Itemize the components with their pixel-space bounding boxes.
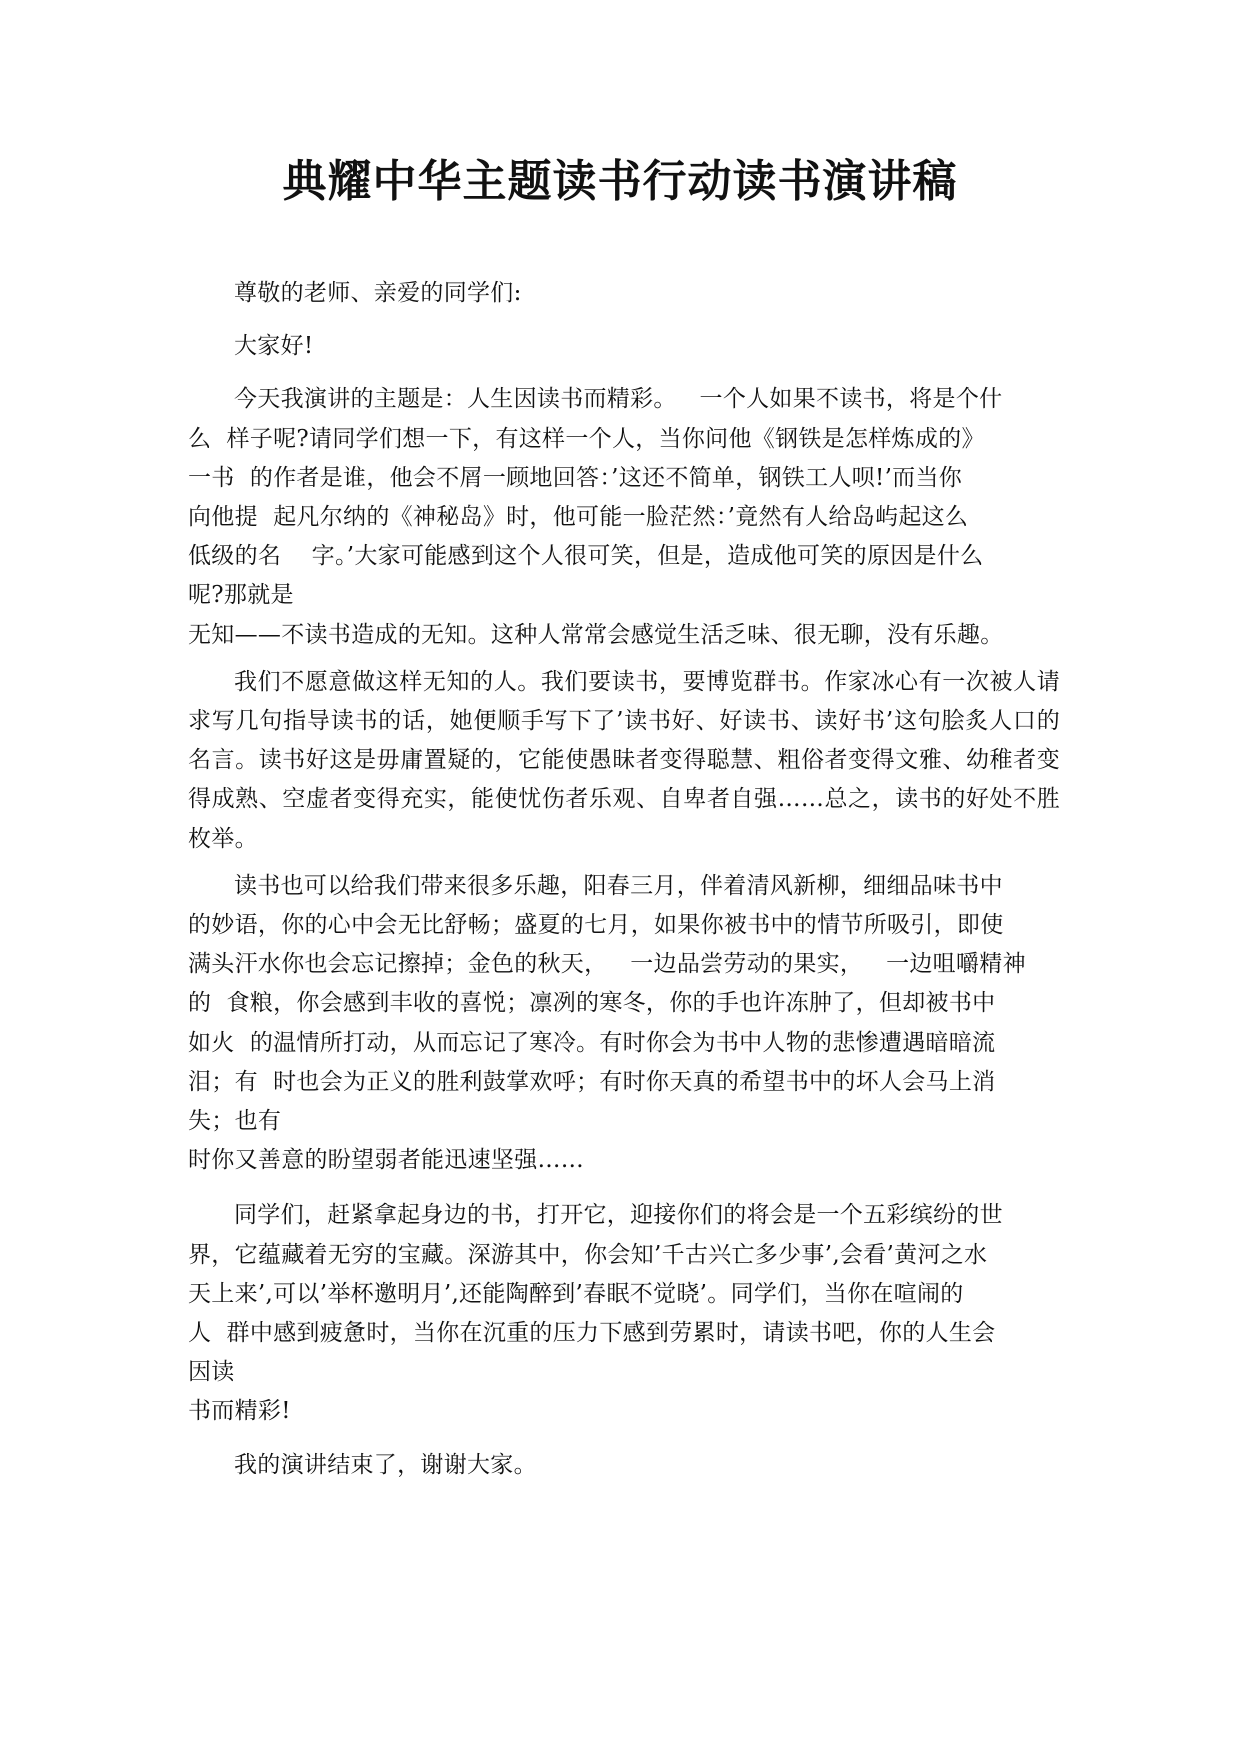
paragraph-3-line: 满头汗水你也会忘记擦掉；金色的秋天， 一边品尝劳动的果实， 一边咀嚼精神	[188, 951, 1026, 978]
paragraph-4	[188, 1196, 1060, 1431]
paragraph-3-line: 的妙语，你的心中会无比舒畅；盛夏的七月，如果你被书中的情节所吸引，即使	[188, 912, 1004, 939]
document-title: 典耀中华主题读书行动读书演讲稿	[282, 156, 958, 207]
paragraph-3	[188, 867, 1060, 1181]
paragraph-3-line: 泪；有 时也会为正义的胜利鼓掌欢呼；有时你天真的希望书中的坏人会马上消	[188, 1068, 996, 1095]
paragraph-1-line: 么 样子呢?请同学们想一下，有这样一个人，当你问他《钢铁是怎样炼成的》	[188, 425, 985, 452]
paragraph-4-line: 天上来’,可以’举杯邀明月’,还能陶醉到’春眠不觉晓’。同学们，当你在喧闹的	[188, 1280, 964, 1307]
closing-line: 我的演讲结束了，谢谢大家。	[234, 1451, 537, 1478]
paragraph-3-line: 如火 的温情所打动，从而忘记了寒冷。有时你会为书中人物的悲惨遭遇暗暗流	[188, 1029, 996, 1056]
paragraph-4-line: 界，它蕴藏着无穷的宝藏。深游其中，你会知’千古兴亡多少事’,会看’黄河之水	[188, 1241, 988, 1268]
paragraph-2: 我们不愿意做这样无知的人。我们要读书，要博览群书。作家冰心有一次被人请求写几句指导读书的话，她便顺手写下了’读书好、好读书、读好书’这句脍炙人口的名言。读书好这是毋庸置疑的，它能使愚昧者变得聪慧、粗俗者变得文雅、幼稚者变得成熟、空虚者变得充实，能使忧伤者乐观、自卑者自强……总之，读书的好处不胜枚举。	[188, 668, 1060, 852]
paragraph-3-line: 时你又善意的盼望弱者能迅速坚强……	[188, 1147, 585, 1174]
hello-line: 大家好!	[234, 333, 314, 360]
paragraph-3-line: 失；也有	[188, 1108, 282, 1135]
paragraph-3-line: 的 食粮，你会感到丰收的喜悦；凛冽的寒冬，你的手也许冻肿了，但却被书中	[188, 990, 996, 1017]
paragraph-4-line: 人 群中感到疲惫时，当你在沉重的压力下感到劳累时，请读书吧，你的人生会	[188, 1320, 996, 1347]
paragraph-1-line: 无知——不读书造成的无知。这种人常常会感觉生活乏味、很无聊，没有乐趣。	[188, 621, 1004, 648]
paragraph-4-line: 书而精彩!	[188, 1398, 291, 1425]
paragraph-3-line: 读书也可以给我们带来很多乐趣，阳春三月，伴着清风新柳，细细品味书中	[234, 872, 1003, 899]
greeting-line: 尊敬的老师、亲爱的同学们:	[234, 280, 522, 306]
paragraph-1	[188, 380, 1060, 654]
paragraph-1-line: 一书 的作者是谁，他会不屑一顾地回答：’这还不简单，钢铁工人呗!’而当你	[188, 464, 963, 491]
paragraph-4-line: 因读	[188, 1359, 235, 1386]
paragraph-4-line: 同学们，赶紧拿起身边的书，打开它，迎接你们的将会是一个五彩缤纷的世	[234, 1202, 1003, 1229]
paragraph-1-line: 呢?那就是	[188, 582, 294, 609]
paragraph-1-line: 向他提 起凡尔纳的《神秘岛》时，他可能一脸茫然：’竟然有人给岛屿起这么	[188, 504, 969, 531]
paragraph-1-line: 低级的名 字。’大家可能感到这个人很可笑，但是，造成他可笑的原因是什么	[188, 543, 984, 570]
document-body	[188, 274, 1060, 1485]
paragraph-1-line: 今天我演讲的主题是：人生因读书而精彩。 一个人如果不读书，将是个什	[234, 386, 1003, 413]
